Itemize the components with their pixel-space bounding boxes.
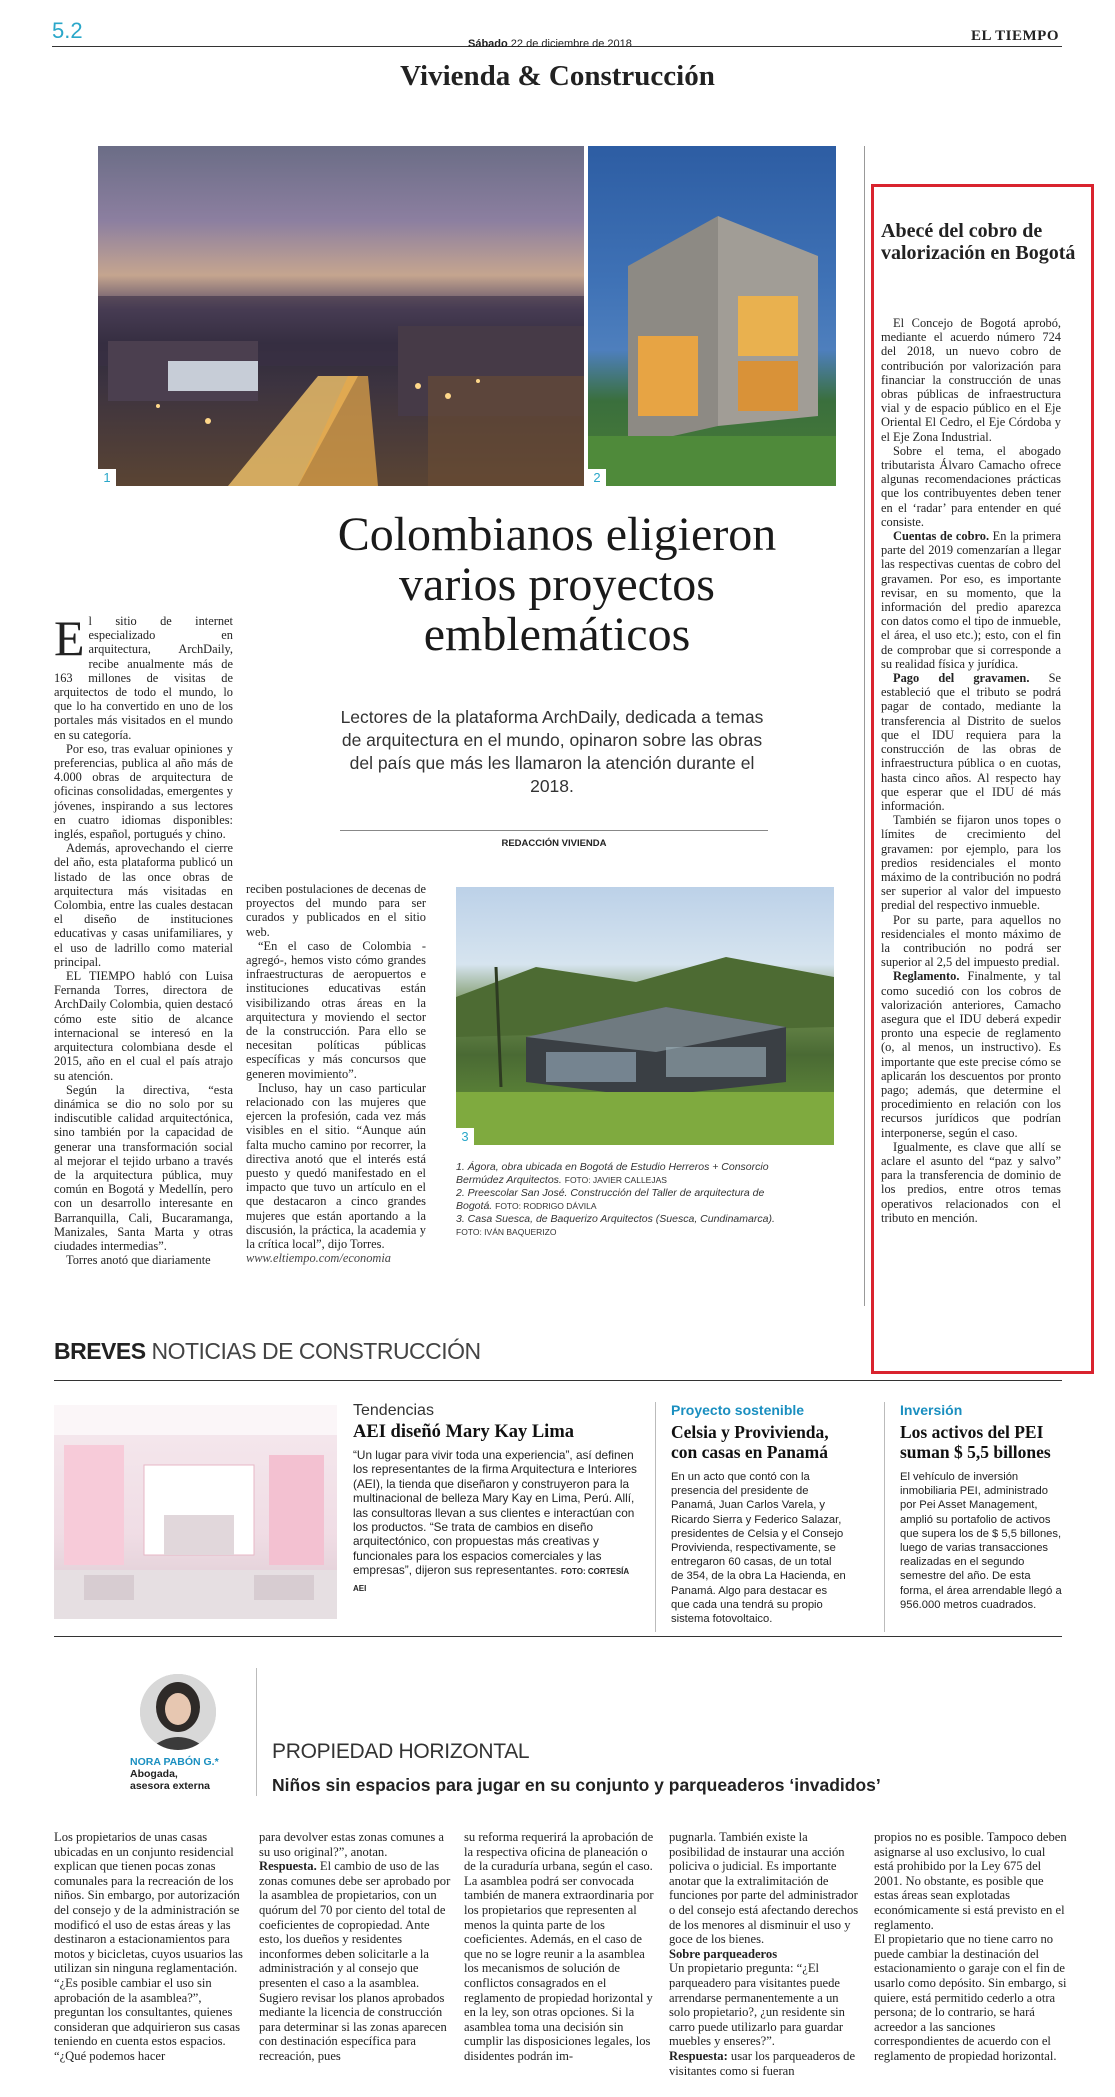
breve-3-kicker: Inversión bbox=[900, 1402, 963, 1418]
breves-divider-2 bbox=[884, 1402, 885, 1632]
photo-number-2: 2 bbox=[588, 469, 606, 486]
captions bbox=[456, 1161, 796, 1239]
brand-logo: EL TIEMPO bbox=[971, 28, 1059, 44]
column-c4b: Un propietario pregunta: “¿El parqueadero para visitantes puede arrendarse permanentemente a un solo propietario?, ¿un residente sin carro puede utilizarlo para guardar muebles y enseres?”. bbox=[669, 1961, 845, 2049]
breves-rule-bottom bbox=[54, 1636, 1062, 1637]
article-col-2 bbox=[246, 882, 426, 1265]
sidebar-p2: Sobre el tema, el abogado tributarista Álvaro Camacho ofrece algunas recomendaciones prácticas que los contribuyentes deben tener en el ‘radar’ para entender en qué consiste. bbox=[881, 443, 1061, 529]
breve-1-credit: FOTO: CORTESÍA AEI bbox=[353, 1567, 629, 1593]
header-date-text: 22 de diciembre de 2018 bbox=[510, 38, 632, 50]
col1-p3: Además, aprovechando el cierre del año, esta plataforma publicó un listado de las once obras de arquitectura más visitadas en Colombia, entre las cuales destacan el diseño de instituciones educativas y casas unifamiliares, y el uso de ladrillo como material principal. bbox=[54, 841, 233, 969]
dropcap: E bbox=[54, 610, 85, 666]
header-day: Sábado bbox=[468, 38, 508, 50]
column-c4c bbox=[669, 2049, 862, 2078]
caption-2-credit: FOTO: RODRIGO DÁVILA bbox=[495, 1201, 597, 1211]
col2-p1: reciben postulaciones de decenas de proyectos del mundo para ser curados y publicados en el sitio web. bbox=[246, 882, 426, 939]
author-role-2: asesora externa bbox=[130, 1780, 210, 1792]
column-c5b: El propietario que no tiene carro no puede cambiar la destinación del estacionamiento o garaje con el fin de usarlo como depósito. Sin embargo, si quiere, está permitido cederlo a otra persona; de lo contrario, se hará acreedor a las sanciones correspondientes de acuerdo con el reglamento de propiedad horizontal. bbox=[874, 1932, 1067, 2063]
sidebar-divider bbox=[864, 146, 865, 1306]
breve-2-body: En un acto que contó con la presencia del presidente de Panamá, Juan Carlos Varela, y Ricardo Sierra y Federico Salazar, presidentes de Celsia y el Consejo Provivienda, respectivamente, se entregaron 60 casas, de un total de 354, de la obra La Hacienda, en Panamá. Algo para destacar es que cada una tendrá su propio sistema fotovoltaico. bbox=[671, 1471, 846, 1626]
breves-label-rest: NOTICIAS DE CONSTRUCCIÓN bbox=[151, 1338, 481, 1364]
sidebar-p3-text: En la primera parte del 2019 comenzarían a llegar las respectivas cuentas de cobro del gravamen. Por eso, es importante revisar, en su momento, que la información del predio aparezca con datos como el tipo de inmueble, el área, el uso etc.); esto, con el fin de comprobar que si corresponde a su realidad física y jurídica. bbox=[881, 529, 1061, 671]
sidebar-p4 bbox=[881, 671, 1061, 813]
column-c2b-text: El cambio de uso de las zonas comunes debe ser aprobado por la asamblea de propietarios, con un quórum del 70 por ciento del total de coeficientes de copropiedad. Ante esto, los dueños y residentes inconformes deben solicitarle a la administración y al consejo que presenten el caso a la asamblea. bbox=[259, 1859, 451, 1990]
column-title: Niños sin espacios para jugar en su conjunto y parqueaderos ‘invadidos’ bbox=[272, 1775, 881, 1795]
photo-agora bbox=[98, 146, 584, 486]
breve-3 bbox=[900, 1402, 1065, 1612]
sidebar-p3 bbox=[881, 529, 1061, 671]
breves-rule-top bbox=[54, 1380, 1062, 1381]
photo-mary-kay-art bbox=[54, 1405, 337, 1619]
dek-rule bbox=[340, 830, 768, 831]
photo-casa-suesca bbox=[456, 887, 834, 1145]
sidebar-title: Abecé del cobro de valorización en Bogotá bbox=[881, 220, 1076, 264]
section-title: Vivienda & Construcción bbox=[400, 60, 715, 92]
column-c2c: Sugiero revisar los planos aprobados mediante la licencia de construcción para determinar si las zonas aparecen con destinación específica para recreación, pues bbox=[259, 1990, 447, 2063]
sidebar-p7-lead: Reglamento. bbox=[893, 969, 960, 984]
sidebar-p8: Igualmente, es clave que allí se aclare el asunto del “paz y salvo” para la transferencia de dominio de los predios, entre otros temas operativos relacionados con el tributo en mención. bbox=[881, 1139, 1061, 1225]
column-c4-lead: Respuesta: bbox=[669, 2048, 728, 2063]
caption-1-credit: FOTO: JAVIER CALLEJAS bbox=[564, 1175, 667, 1185]
breve-1-kicker: Tendencias bbox=[353, 1402, 434, 1419]
photo-preescolar-art bbox=[588, 146, 836, 486]
author-avatar bbox=[140, 1674, 216, 1750]
column-col-3 bbox=[464, 1830, 657, 2064]
breve-1 bbox=[353, 1402, 643, 1596]
caption-3 bbox=[456, 1213, 796, 1239]
photo-number-3: 3 bbox=[456, 1128, 474, 1145]
main-dek: Lectores de la plataforma ArchDaily, dedicada a temas de arquitectura en el mundo, opinaron sobre las obras del país que más les llamaron la atención durante el 2018. bbox=[340, 707, 764, 796]
caption-3-text: 3. Casa Suesca, de Baquerizo Arquitectos (Suesca, Cundinamarca). bbox=[456, 1213, 775, 1225]
caption-1-text: 1. Ágora, obra ubicada en Bogotá de Estudio Herreros + Consorcio Bermúdez Arquitectos. bbox=[456, 1161, 769, 1186]
sidebar-p4-lead: Pago del gravamen. bbox=[893, 671, 1030, 686]
breve-2-title: Celsia y Provivienda, con casas en Panamá bbox=[671, 1422, 829, 1462]
col2-p2: “En el caso de Colombia -agregó-, hemos visto cómo grandes infraestructuras de aeropuertos e instituciones educativas están visibilizando otras áreas en la arquitectura y moviendo el sector de la construcción. Para ello se necesitan políticas públicas específicas y más concursos que generen movimiento”. bbox=[246, 938, 426, 1081]
column-c2a: para devolver estas zonas comunes a su uso original?”, anotan. bbox=[259, 1830, 444, 1859]
column-c5a: propios no es posible. Tampoco deben asignarse al uso exclusivo, lo cual está prohibido por la Ley 675 del 2001. No obstante, es posible que estas áreas sean explotadas económicamente si está previsto en el reglamento. bbox=[874, 1830, 1067, 1932]
column-col-5 bbox=[874, 1830, 1067, 2064]
author-role-1: Abogada, bbox=[130, 1768, 178, 1780]
caption-1 bbox=[456, 1161, 796, 1187]
col1-p4: EL TIEMPO habló con Luisa Fernanda Torres, directora de ArchDaily Colombia, quien destacó cómo este sitio de alcance internacional se interesó en la arquitectura colombiana desde el 2015, año en el cual el país atrajo su atención. bbox=[54, 969, 233, 1083]
photo-agora-art bbox=[98, 146, 584, 486]
column-col-4 bbox=[669, 1830, 862, 2078]
column-c3: su reforma requerirá la aprobación de la respectiva oficina de planeación o de la curaduría urbana, según el caso. La asamblea podrá ser convocada también de manera extraordinaria por los propietarios que representen al menos la quinta parte de los coeficientes. Además, en el caso de que no se logre reunir a la asamblea los mecanismos de solución de conflictos consagrados en el reglamento de propiedad horizontal y en la ley, son otras opciones. Si la asamblea toma una decisión sin cumplir las disposiciones legales, los disidentes podrán im- bbox=[464, 1830, 654, 2063]
photo-mary-kay bbox=[54, 1405, 337, 1619]
column-col-2 bbox=[259, 1830, 452, 2064]
col1-p1: l sitio de internet especializado en arquitectura, ArchDaily, recibe anualmente más de 163 millones de visitas de arquitectos de todo el mundo, lo que lo ha convertido en uno de los portales más visitados en el mundo en su categoría. bbox=[54, 614, 233, 742]
sidebar-p7-text: Finalmente, y tal como sucedió con los cobros de valorización anteriores, Camacho asegura que el IDU deberá expedir pronto una especie de reglamento (o, al menos, un instructivo). Es importante que este precise cómo se aplicarán los descuentos por pronto pago; además, que determine el procedimiento en relación con los recursos jurídicos que podrían interponerse, según el caso. bbox=[881, 969, 1061, 1140]
byline: REDACCIÓN VIVIENDA bbox=[501, 838, 607, 849]
column-c4-sub: Sobre parqueaderos bbox=[669, 1946, 778, 1961]
column-c4c-text: usar los parqueaderos de visitantes como si fueran bbox=[669, 2048, 856, 2078]
column-c2-lead: Respuesta. bbox=[259, 1859, 317, 1874]
breve-1-title: AEI diseñó Mary Kay Lima bbox=[353, 1422, 574, 1442]
column-divider bbox=[256, 1668, 257, 1796]
page-number: 5.2 bbox=[52, 18, 83, 43]
column-col-1 bbox=[54, 1830, 247, 2064]
sidebar-p1: El Concejo de Bogotá aprobó, mediante el acuerdo número 724 del 2018, un nuevo cobro de contribución por valorización para financiar la construcción de unas obras públicas de infraestructura vial y de espacio público en el Eje Oriental El Cedro, el Eje Córdoba y el Eje Zona Industrial. bbox=[881, 316, 1061, 444]
photo-casa-art bbox=[456, 887, 834, 1145]
photo-preescolar bbox=[588, 146, 836, 486]
column-c4a: pugnarla. También existe la posibilidad de instaurar una acción policiva o judicial. Es importante anotar que la extralimitación de funciones por parte del administrador o del consejo está afectando derechos de los menores al disminuir el uso y goce de los bienes. bbox=[669, 1830, 859, 1947]
breve-3-title: Los activos del PEI suman $ 5,5 billones bbox=[900, 1422, 1051, 1462]
sidebar-p4-text: Se estableció que el tributo se podrá pagar de contado, mediante la transferencia al Distrito de suelos que el IDU requiera para la construcción de las obras de infraestructura pública o en cuotas, hasta cinco años. Al respecto hay que esperar que el IDU dé más información. bbox=[881, 671, 1061, 813]
breve-2 bbox=[671, 1402, 846, 1626]
breve-1-body bbox=[353, 1448, 643, 1596]
col1-p2: Por eso, tras evaluar opiniones y preferencias, publica al año más de 4.000 obras de arquitectura de oficinas consolidadas, emergentes y jóvenes, inspirando a sus lectores en cuatro idiomas disponibles: inglés, español, portugués y chino. bbox=[54, 741, 233, 842]
sidebar-body bbox=[881, 316, 1061, 1225]
breve-1-text: “Un lugar para vivir toda una experiencia”, así definen los representantes de la firma Arquitectura e Interiores (AEI), la tienda que diseñaron y construyeron para la multinacional de belleza Mary Kay en Lima, Perú. Allí, las consultoras llevan a sus clientes e interactúan con los productos. “Se trata de cambios en diseño arquitectónico, con propuestas más creativas y funcionales para los espacios comerciales y las empresas”, dijeron sus representantes. bbox=[353, 1448, 637, 1578]
sidebar-p7 bbox=[881, 969, 1061, 1139]
author-name: NORA PABÓN G.* bbox=[130, 1756, 219, 1768]
breves-divider-1 bbox=[655, 1402, 656, 1632]
column-kicker: PROPIEDAD HORIZONTAL bbox=[272, 1740, 530, 1763]
main-headline: Colombianos eligieron varios proyectos emblemáticos bbox=[337, 508, 777, 661]
column-c2b bbox=[259, 1859, 452, 1990]
photo-number-1: 1 bbox=[98, 469, 116, 486]
col2-p3: Incluso, hay un caso particular relacionado con las mujeres que ejercen la profesión, cada vez más visibles en el sitio. “Aunque aún falta mucho camino por recorrer, la directiva anotó que el interés está puesto y quedó manifestado en el impacto que tuvo un artículo en el que destacaron a cinco grandes mujeres que están aportando a la discusión, la práctica, la academia y la crítica local”, dijo Torres. bbox=[246, 1080, 426, 1252]
breves-header bbox=[54, 1338, 481, 1365]
article-col-1 bbox=[54, 610, 233, 1268]
column-c1: Los propietarios de unas casas ubicadas en un conjunto residencial explican que tienen pocas zonas comunales para la recreación de los niños. Sin embargo, por autorización del consejo y de la administración se modificó el uso de estas áreas y las destinaron a estacionamientos para motos y bicicletas, cuyos usuarios las utilizan sin ninguna reglamentación. “¿Es posible cambiar el uso sin aprobación de la asamblea?”, preguntan los consultantes, quienes consideran que adquirieron sus casas teniendo en cuenta estos espacios. “¿Qué podemos hacer bbox=[54, 1830, 243, 2063]
sidebar-p6: Por su parte, para aquellos no residenciales el monto máximo de la contribución no podrá ser superior al 2,5 del impuesto predial. bbox=[881, 912, 1061, 970]
col1-p6: Torres anotó que diariamente bbox=[66, 1253, 211, 1268]
author-info bbox=[130, 1756, 240, 1792]
caption-2 bbox=[456, 1187, 796, 1213]
breve-3-body: El vehículo de inversión inmobiliaria PEI, administrado por Pei Asset Management, amplió su portafolio de activos que supera los de $ 5,5 billones, luego de varias transacciones realizadas en el segundo semestre del año. De esta forma, el área arrendable llegó a 956.000 metros cuadrados. bbox=[900, 1471, 1062, 1611]
author-portrait bbox=[140, 1674, 216, 1750]
header-date bbox=[468, 38, 632, 50]
sidebar-p3-lead: Cuentas de cobro. bbox=[893, 529, 990, 544]
sidebar-p5: También se fijaron unos topes o límites de crecimiento del gravamen: por ejemplo, para los predios residenciales el monto máximo de la contribución no podrá ser superior al valor del impuesto predial del respectivo inmueble. bbox=[881, 813, 1061, 913]
caption-2-text: 2. Preescolar San José. Construcción del Taller de arquitectura de Bogotá. bbox=[456, 1187, 765, 1212]
breves-label-bold: BREVES bbox=[54, 1338, 146, 1364]
col1-p5: Según la directiva, “esta dinámica se dio no solo por su indiscutible calidad arquitectónica, sino también por la capacidad de generar una transformación social al mejorar el tejido urbano a través de la arquitectura pública, muy común en Bogotá y Medellín, pero con un desarrollo interesante en Barranquilla, Cali, Bucaramanga, Manizales, Santa Marta y otras ciudades intermedias”. bbox=[54, 1082, 233, 1253]
caption-3-credit: FOTO: IVÁN BAQUERIZO bbox=[456, 1227, 557, 1237]
breve-2-kicker: Proyecto sostenible bbox=[671, 1402, 805, 1418]
col2-link[interactable]: www.eltiempo.com/economia bbox=[246, 1251, 391, 1266]
